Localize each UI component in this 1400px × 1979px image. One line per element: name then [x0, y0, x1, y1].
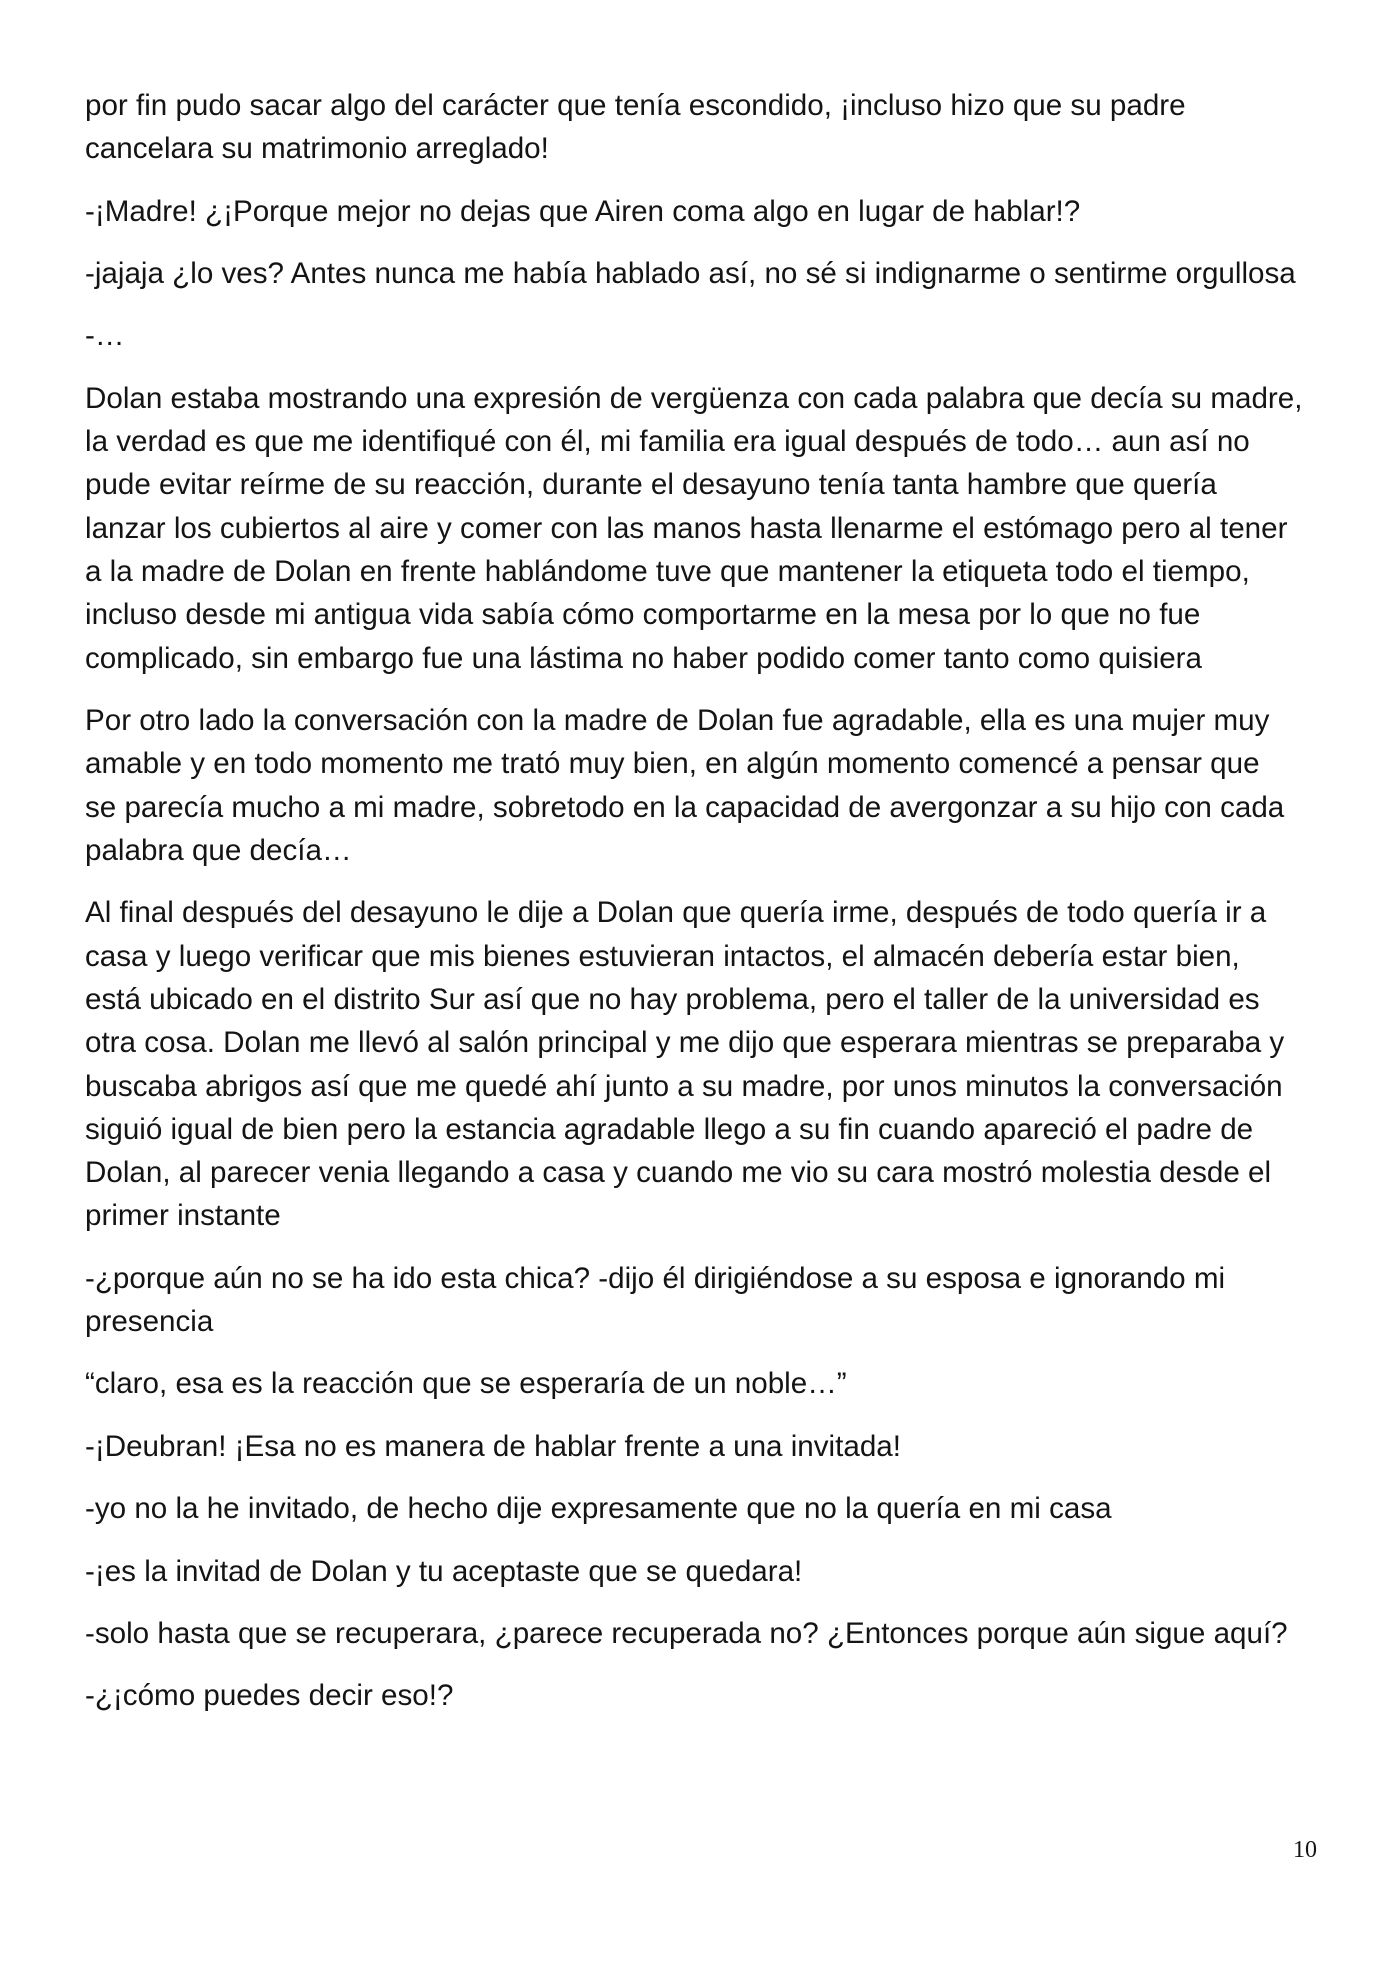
text-line: pude evitar reírme de su reacción, durante el desayuno tenía tanta hambre que quería — [85, 468, 1217, 502]
text-line: amable y en todo momento me trató muy bien, en algún momento comencé a pensar que — [85, 747, 1260, 781]
text-line: presencia — [85, 1305, 214, 1339]
text-line: por fin pudo sacar algo del carácter que tenía escondido, ¡incluso hizo que su padre — [85, 89, 1186, 122]
paragraph — [85, 84, 1335, 171]
text-line: incluso desde mi antigua vida sabía cómo comportarme en la mesa por lo que no fue — [85, 598, 1201, 632]
text-line: la verdad es que me identifiqué con él, mi familia era igual después de todo… aun así no — [85, 425, 1250, 459]
text-line: lanzar los cubiertos al aire y comer con las manos hasta llenarme el estómago pero al tener — [85, 511, 1288, 545]
text-line: a la madre de Dolan en frente hablándome tuve que mantener la etiqueta todo el tiempo, — [85, 555, 1250, 589]
paragraph — [85, 252, 1335, 295]
text-line: Por otro lado la conversación con la madre de Dolan fue agradable, ella es una mujer muy — [85, 704, 1270, 738]
text-line: está ubicado en el distrito Sur así que no hay problema, pero el taller de la universidad es — [85, 982, 1260, 1016]
text-line: -¡es la invitad de Dolan y tu aceptaste que se quedara! — [85, 1554, 803, 1588]
text-line: -¡Deubran! ¡Esa no es manera de hablar frente a una invitada! — [85, 1429, 901, 1463]
text-line: Al final después del desayuno le dije a Dolan que quería irme, después de todo quería ir a — [85, 896, 1267, 930]
paragraph — [85, 1612, 1335, 1655]
paragraph — [85, 1550, 1335, 1593]
text-line: cancelara su matrimonio arreglado! — [85, 132, 549, 166]
text-line: -solo hasta que se recuperara, ¿parece recuperada no? ¿Entonces porque aún sigue aquí? — [85, 1617, 1288, 1651]
text-line: palabra que decía… — [85, 833, 352, 867]
text-line: -¿porque aún no se ha ido esta chica? -dijo él dirigiéndose a su esposa e ignorando mi — [85, 1261, 1226, 1295]
paragraph — [85, 1425, 1335, 1468]
text-line: complicado, sin embargo fue una lástima no haber podido comer tanto como quisiera — [85, 641, 1202, 675]
paragraph — [85, 1362, 1335, 1405]
text-line: -jajaja ¿lo ves? Antes nunca me había hablado así, no sé si indignarme o sentirme orgullosa — [85, 257, 1296, 291]
paragraph — [85, 891, 1335, 1237]
text-line: Dolan, al parecer venia llegando a casa y cuando me vio su cara mostró molestia desde el — [85, 1156, 1272, 1190]
document-body — [85, 84, 1335, 1737]
text-line: primer instante — [85, 1199, 281, 1233]
page-number: 10 — [1293, 1837, 1317, 1863]
text-line: se parecía mucho a mi madre, sobretodo en la capacidad de avergonzar a su hijo con cada — [85, 790, 1285, 824]
text-line: “claro, esa es la reacción que se esperaría de un noble…” — [85, 1367, 847, 1401]
paragraph — [85, 1257, 1335, 1344]
text-line: -¿¡cómo puedes decir eso!? — [85, 1679, 454, 1713]
text-line: buscaba abrigos así que me quedé ahí junto a su madre, por unos minutos la conversación — [85, 1069, 1283, 1103]
text-line: -… — [85, 319, 125, 353]
paragraph — [85, 1487, 1335, 1530]
text-line: -yo no la he invitado, de hecho dije expresamente que no la quería en mi casa — [85, 1492, 1112, 1526]
paragraph — [85, 1674, 1335, 1717]
text-line: siguió igual de bien pero la estancia agradable llego a su fin cuando apareció el padre de — [85, 1112, 1254, 1146]
text-line: casa y luego verificar que mis bienes estuvieran intactos, el almacén debería estar bien, — [85, 939, 1240, 973]
text-line: -¡Madre! ¿¡Porque mejor no dejas que Airen coma algo en lugar de hablar!? — [85, 194, 1081, 228]
paragraph — [85, 699, 1335, 872]
paragraph — [85, 314, 1335, 357]
text-line: otra cosa. Dolan me llevó al salón principal y me dijo que esperara mientras se preparaba y — [85, 1026, 1285, 1060]
paragraph — [85, 377, 1335, 680]
paragraph — [85, 190, 1335, 233]
text-line: Dolan estaba mostrando una expresión de vergüenza con cada palabra que decía su madre, — [85, 381, 1303, 415]
